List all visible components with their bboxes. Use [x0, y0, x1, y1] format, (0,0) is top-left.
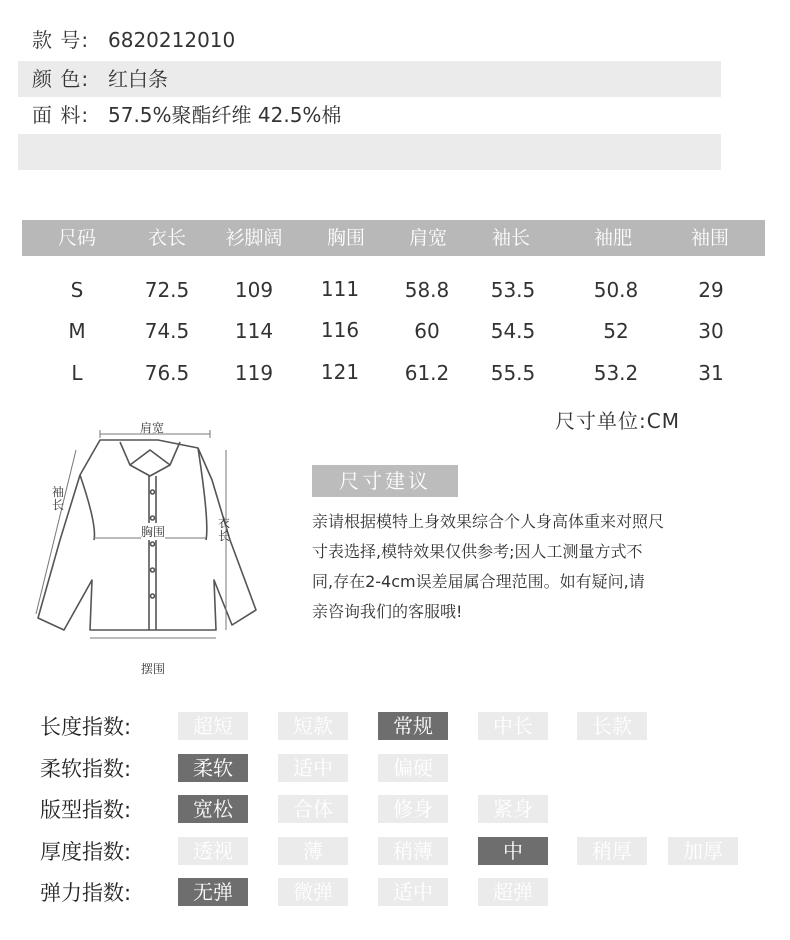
table-cell: 52	[603, 319, 629, 343]
table-cell: 53.2	[593, 361, 639, 385]
index-label: 柔软指数:	[40, 757, 132, 781]
index-label: 版型指数:	[40, 798, 132, 822]
index-label: 长度指数:	[40, 715, 132, 739]
size-unit: 尺寸单位:CM	[555, 409, 680, 433]
fabric-row	[18, 97, 721, 133]
index-option: 稍厚	[577, 837, 647, 865]
suggestion-line: 寸表选择,模特效果仅供参考;因人工测量方式不	[312, 542, 643, 561]
header-sleeve: 袖长	[491, 227, 531, 249]
index-option-selected: 柔软	[178, 754, 248, 782]
header-bicep: 袖肥	[593, 227, 633, 249]
header-shoulder: 肩宽	[408, 227, 448, 249]
index-option: 合体	[278, 795, 348, 823]
color-value: 红白条	[108, 67, 168, 91]
table-cell: 109	[234, 278, 274, 302]
table-cell: 72.5	[144, 278, 190, 302]
style-number-label: 款 号:	[32, 28, 90, 52]
diagram-length-label: 衣长	[218, 516, 231, 543]
table-cell: 60	[414, 319, 440, 343]
fabric-value: 57.5%聚酯纤维 42.5%棉	[108, 103, 342, 127]
header-cuff: 袖围	[690, 227, 730, 249]
index-option: 紧身	[478, 795, 548, 823]
index-option: 短款	[278, 712, 348, 740]
index-option: 适中	[278, 754, 348, 782]
index-option: 薄	[278, 837, 348, 865]
table-cell: M	[68, 319, 86, 343]
index-option: 微弹	[278, 878, 348, 906]
table-cell: 121	[320, 360, 360, 384]
index-option: 透视	[178, 837, 248, 865]
index-option: 稍薄	[378, 837, 448, 865]
index-option: 超短	[178, 712, 248, 740]
shirt-diagram-icon	[30, 420, 270, 680]
index-option-selected: 常规	[378, 712, 448, 740]
index-option: 加厚	[668, 837, 738, 865]
style-number-row	[18, 22, 721, 58]
index-label: 厚度指数:	[40, 840, 132, 864]
table-cell: 58.8	[404, 278, 450, 302]
suggestion-title: 尺寸建议	[312, 465, 458, 497]
color-label: 颜 色:	[32, 67, 90, 91]
table-cell: 114	[234, 319, 274, 343]
index-option: 超弹	[478, 878, 548, 906]
table-cell: S	[70, 278, 84, 302]
suggestion-line: 亲咨询我们的客服哦!	[312, 602, 463, 621]
index-option-selected: 中	[478, 837, 548, 865]
index-option: 适中	[378, 878, 448, 906]
table-cell: 30	[698, 319, 724, 343]
diagram-sleeve-label: 袖长	[52, 485, 65, 512]
fabric-label: 面 料:	[32, 103, 90, 127]
size-table-header	[22, 220, 765, 256]
index-option: 修身	[378, 795, 448, 823]
index-option: 长款	[577, 712, 647, 740]
index-option: 中长	[478, 712, 548, 740]
suggestion-text	[312, 507, 732, 627]
header-size: 尺码	[57, 227, 97, 249]
header-hem: 衫脚阔	[225, 227, 283, 249]
index-option: 偏硬	[378, 754, 448, 782]
header-length: 衣长	[147, 227, 187, 249]
table-cell: 50.8	[593, 278, 639, 302]
table-cell: 76.5	[144, 361, 190, 385]
table-cell: 119	[234, 361, 274, 385]
suggestion-line: 同,存在2-4cm误差届属合理范围。如有疑问,请	[312, 572, 645, 591]
suggestion-line: 亲请根据模特上身效果综合个人身高体重来对照尺	[312, 512, 665, 531]
index-option-selected: 宽松	[178, 795, 248, 823]
diagram-shoulder-label: 肩宽	[140, 421, 165, 435]
table-cell: 74.5	[144, 319, 190, 343]
table-cell: 29	[698, 278, 724, 302]
table-cell: 61.2	[404, 361, 450, 385]
table-cell: 31	[698, 361, 724, 385]
index-label: 弹力指数:	[40, 881, 132, 905]
table-cell: 111	[320, 277, 360, 301]
header-chest: 胸围	[326, 227, 366, 249]
color-row	[18, 61, 721, 97]
style-number-value: 6820212010	[108, 28, 236, 52]
diagram-chest-label: 胸围	[141, 525, 166, 539]
blank-band	[18, 134, 721, 170]
table-cell: 54.5	[490, 319, 536, 343]
index-option-selected: 无弹	[178, 878, 248, 906]
diagram-hem-label: 摆围	[141, 662, 166, 676]
table-cell: 116	[320, 318, 360, 342]
table-cell: L	[71, 361, 83, 385]
table-cell: 53.5	[490, 278, 536, 302]
table-cell: 55.5	[490, 361, 536, 385]
